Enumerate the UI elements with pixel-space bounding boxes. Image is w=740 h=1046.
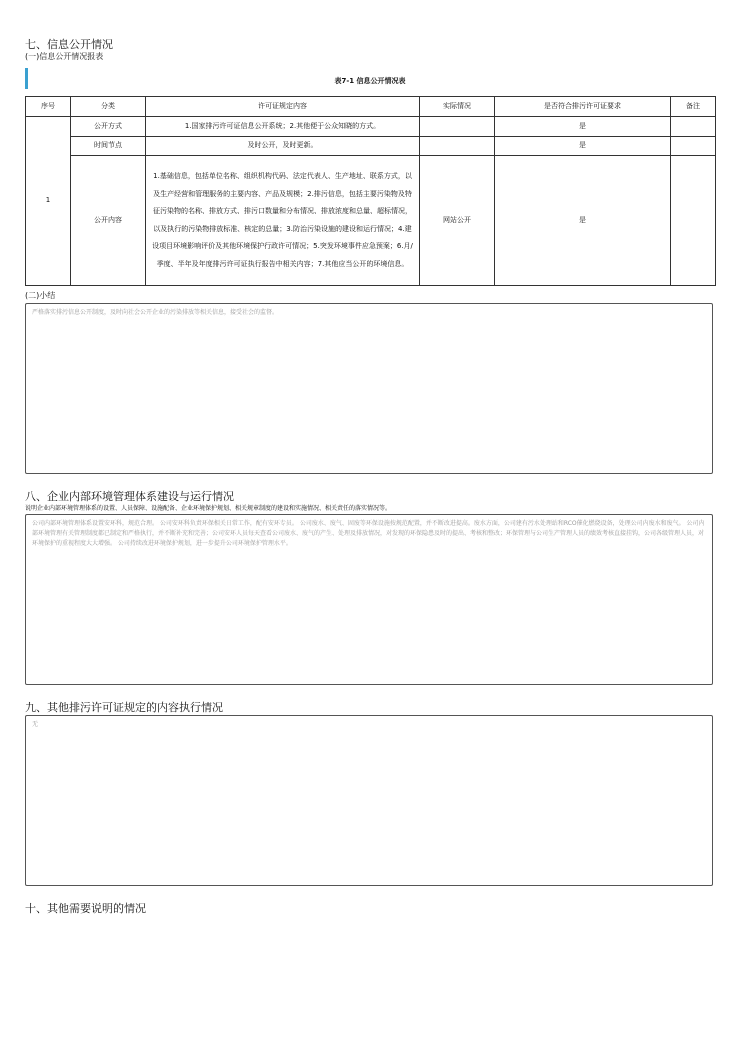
table-caption: 表7-1 信息公开情况表	[334, 77, 406, 85]
row-content: 1.基础信息，包括单位名称、组织机构代码、法定代表人、生产地址、联系方式，以及生产经营和管理服务的主要内容、产品及规模；2.排污信息，包括主要污染物及特征污染物的名称、排放方式、排污口数量和分布情况、排放浓度和总量、超标情况，以及执行的污染物排放标准、核定的总量；3.防治污染设施的建设和运行情况；4.建设项目环境影响评价及其他环境保护行政许可情况；5.突发环境事件应急预案；6.月/季度、半年及年度排污许可证执行报告中相关内容；7.其他应当公开的环境信息。	[146, 156, 420, 286]
section8-note: 说明企业内部环境管理体系的设置、人员保障、设施配备、企业环境保护规划、相关规章制度的建设和实施情况、相关责任的落实情况等。	[25, 505, 392, 512]
row-category: 公开方式	[71, 117, 146, 137]
section9-title: 九、其他排污许可证规定的内容执行情况	[25, 701, 223, 714]
row-compliant: 是	[495, 156, 671, 286]
header-category: 分类	[71, 97, 146, 117]
row-remark	[671, 156, 716, 286]
summary-label: (二)小结	[25, 291, 56, 300]
row-category: 公开内容	[71, 156, 146, 286]
row-actual: 网站公开	[420, 156, 495, 286]
section7-subtitle: (一)信息公开情况报表	[25, 52, 104, 61]
row-compliant: 是	[495, 117, 671, 137]
header-permit-content: 许可证规定内容	[146, 97, 420, 117]
table-header-row	[26, 97, 716, 117]
row-compliant: 是	[495, 137, 671, 156]
section10-title: 十、其他需要说明的情况	[25, 902, 146, 915]
header-actual: 实际情况	[420, 97, 495, 117]
table-row	[26, 117, 716, 137]
row-actual	[420, 137, 495, 156]
row-number: 1	[26, 117, 71, 286]
row-content: 1.国家排污许可证信息公开系统；2.其他便于公众知晓的方式。	[146, 117, 420, 137]
row-actual	[420, 117, 495, 137]
section7-title: 七、信息公开情况	[25, 38, 113, 51]
info-disclosure-table	[25, 96, 716, 286]
row-remark	[671, 137, 716, 156]
row-category: 时间节点	[71, 137, 146, 156]
table-row	[26, 156, 716, 286]
row-remark	[671, 117, 716, 137]
header-index: 序号	[26, 97, 71, 117]
section8-title: 八、企业内部环境管理体系建设与运行情况	[25, 490, 234, 503]
table-row	[26, 137, 716, 156]
header-remark: 备注	[671, 97, 716, 117]
header-compliance: 是否符合排污许可证要求	[495, 97, 671, 117]
section8-textarea[interactable]: 公司内部环境管理体系设置安环科，规范合理。 公司安环科负责环保相关日常工作，配有安环专员。 公司废水、废气、固废等环保设施按规范配置，并不断改进提高。废水方面，公司建有污水处理站和RCO催化燃烧设备，处理公司内废水和废气。 公司内部环境管理有关管理制度都已制定和严格执行，并不断补充和完善；公司安环人员每天查看公司废水、废气的产生、处理及排放情况，对发现的环保隐患及时的提出、考核和整改；环保管理与公司生产管理人员的绩效考核直接挂钩，公司各级管理人员，对环境保护的重视程度大大增强。 公司持续改进环境保护规划，进一步提升公司环境保护管理水平。	[25, 514, 713, 685]
row-content: 及时公开，及时更新。	[146, 137, 420, 156]
summary-textarea[interactable]: 严格落实排污信息公开制度，及时向社会公开企业的污染排放等相关信息，接受社会的监督。	[25, 303, 713, 474]
section9-textarea[interactable]: 无	[25, 715, 713, 886]
